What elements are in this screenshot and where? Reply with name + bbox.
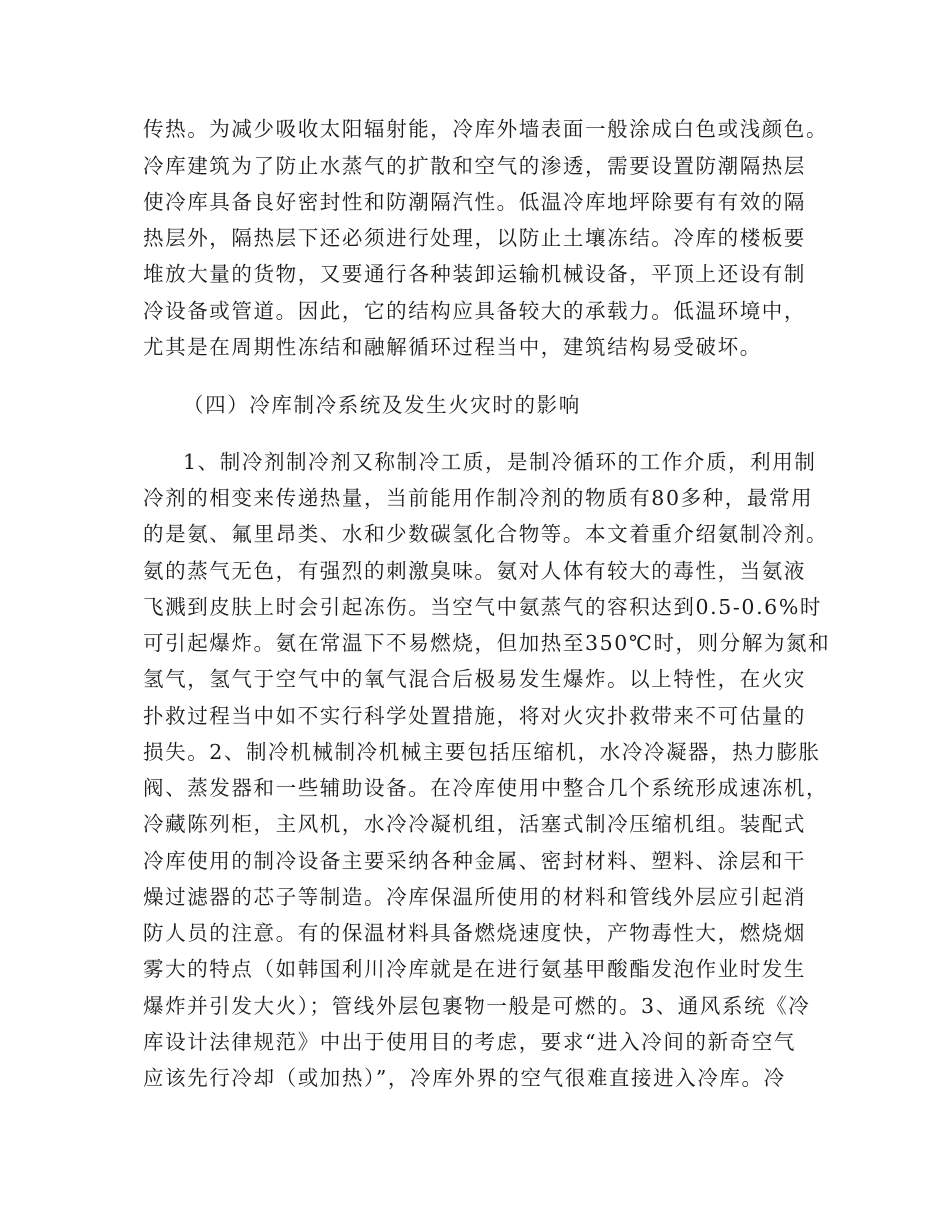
body-line: 的是氨、氟里昂类、水和少数碳氢化合物等。本文着重介绍氨制冷剂。	[143, 522, 829, 546]
body-line: 损失。2、制冷机械制冷机械主要包括压缩机，水冷冷凝器，热力膨胀	[143, 740, 821, 764]
body-line: 尤其是在周期性冻结和融解循环过程当中，建筑结构易受破坏。	[143, 335, 762, 359]
body-line: 库设计法律规范》中出于使用目的考虑，要求“进入冷间的新奇空气	[143, 1030, 796, 1054]
body-line: 扑救过程当中如不实行科学处置措施，将对火灾扑救带来不可估量的	[143, 704, 806, 728]
body-line: 1、制冷剂制冷剂又称制冷工质，是制冷循环的工作介质，利用制	[183, 450, 817, 474]
body-line: 可引起爆炸。氨在常温下不易燃烧，但加热至350℃时，则分解为氮和	[143, 631, 831, 655]
body-line: 氢气，氢气于空气中的氧气混合后极易发生爆炸。以上特性，在火灾	[143, 667, 806, 691]
body-line: 氨的蒸气无色，有强烈的刺激臭味。氨对人体有较大的毒性，当氨液	[143, 559, 806, 583]
body-line: 冷设备或管道。因此，它的结构应具备较大的承载力。低温环境中，	[143, 299, 806, 323]
body-line: 冷库建筑为了防止水蒸气的扩散和空气的渗透，需要设置防潮隔热层	[143, 154, 806, 178]
body-line: 冷藏陈列柜，主风机，水冷冷凝机组，活塞式制冷压缩机组。装配式	[143, 812, 806, 836]
body-line: 防人员的注意。有的保温材料具备燃烧速度快，产物毒性大，燃烧烟	[143, 921, 806, 945]
body-line: 燥过滤器的芯子等制造。冷库保温所使用的材料和管线外层应引起消	[143, 885, 806, 909]
body-line: 冷库使用的制冷设备主要采纳各种金属、密封材料、塑料、涂层和干	[143, 849, 806, 873]
body-line: 传热。为减少吸收太阳辐射能，冷库外墙表面一般涂成白色或浅颜色。	[143, 117, 829, 141]
body-line: 堆放大量的货物，又要通行各种装卸运输机械设备，平顶上还设有制	[143, 262, 806, 286]
body-line: 冷剂的相变来传递热量，当前能用作制冷剂的物质有80多种，最常用	[143, 486, 814, 510]
body-line: 热层外，隔热层下还必须进行处理，以防止土壤冻结。冷库的楼板要	[143, 226, 806, 250]
body-line: 应该先行冷却（或加热）”，冷库外界的空气很难直接进入冷库。冷	[143, 1066, 786, 1090]
body-line: 阀、蒸发器和一些辅助设备。在冷库使用中整合几个系统形成速冻机，	[143, 776, 829, 800]
section-heading: （四）冷库制冷系统及发生火灾时的影响	[183, 393, 581, 417]
body-line: 飞溅到皮肤上时会引起冻伤。当空气中氨蒸气的容积达到0.5-0.6%时	[143, 595, 823, 619]
body-line: 爆炸并引发大火）；管线外层包裹物一般是可燃的。3、通风系统《冷	[143, 994, 811, 1018]
body-line: 使冷库具备良好密封性和防潮隔汽性。低温冷库地坪除要有有效的隔	[143, 190, 806, 214]
body-line: 雾大的特点（如韩国利川冷库就是在进行氨基甲酸酯发泡作业时发生	[143, 957, 806, 981]
